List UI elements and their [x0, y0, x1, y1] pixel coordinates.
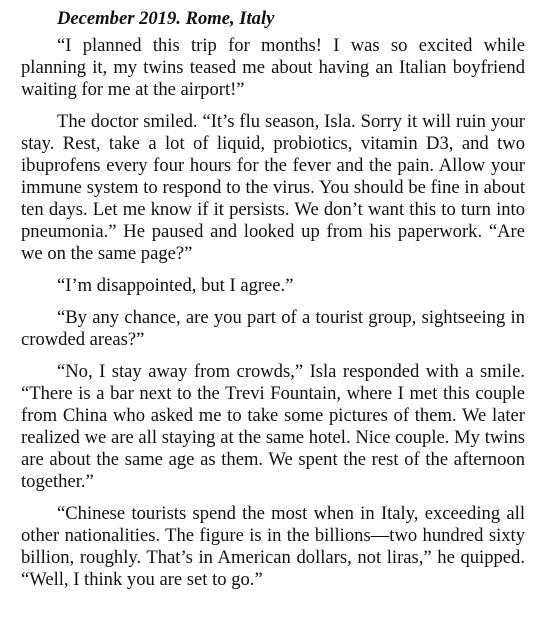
paragraph: “I planned this trip for months! I was so excited while planning it, my twins teased me about having an Italian boyfriend waiting for me at the airport!” [21, 35, 525, 100]
paragraph: “Chinese tourists spend the most when in Italy, exceeding all other nationalities. The figure is in the billions—two hundred sixty billion, roughly. That’s in American dollars, not liras,” he quipped. “Well, I think you are set to go.” [21, 503, 525, 590]
section-heading: December 2019. Rome, Italy [57, 8, 275, 29]
paragraph: “No, I stay away from crowds,” Isla responded with a smile. “There is a bar next to the Trevi Fountain, where I met this couple from China who asked me to take some pictures of them. We later realized we are all staying at the same hotel. Nice couple. My twins are about the same age as them. We spent the rest of the afternoon together.” [21, 361, 525, 492]
paragraph: “I’m disappointed, but I agree.” [57, 275, 294, 296]
paragraph: The doctor smiled. “It’s flu season, Isla. Sorry it will ruin your stay. Rest, take a lot of liquid, probiotics, vitamin D3, and two ibuprofens every four hours for the fever and the pain. Allow your immune system to respond to the virus. You should be fine in about ten days. Let me know if it persists. We don’t want this to turn into pneumonia.” He paused and looked up from his paperwork. “Are we on the same page?” [21, 111, 525, 264]
paragraph: “By any chance, are you part of a tourist group, sightseeing in crowded areas?” [21, 307, 525, 350]
